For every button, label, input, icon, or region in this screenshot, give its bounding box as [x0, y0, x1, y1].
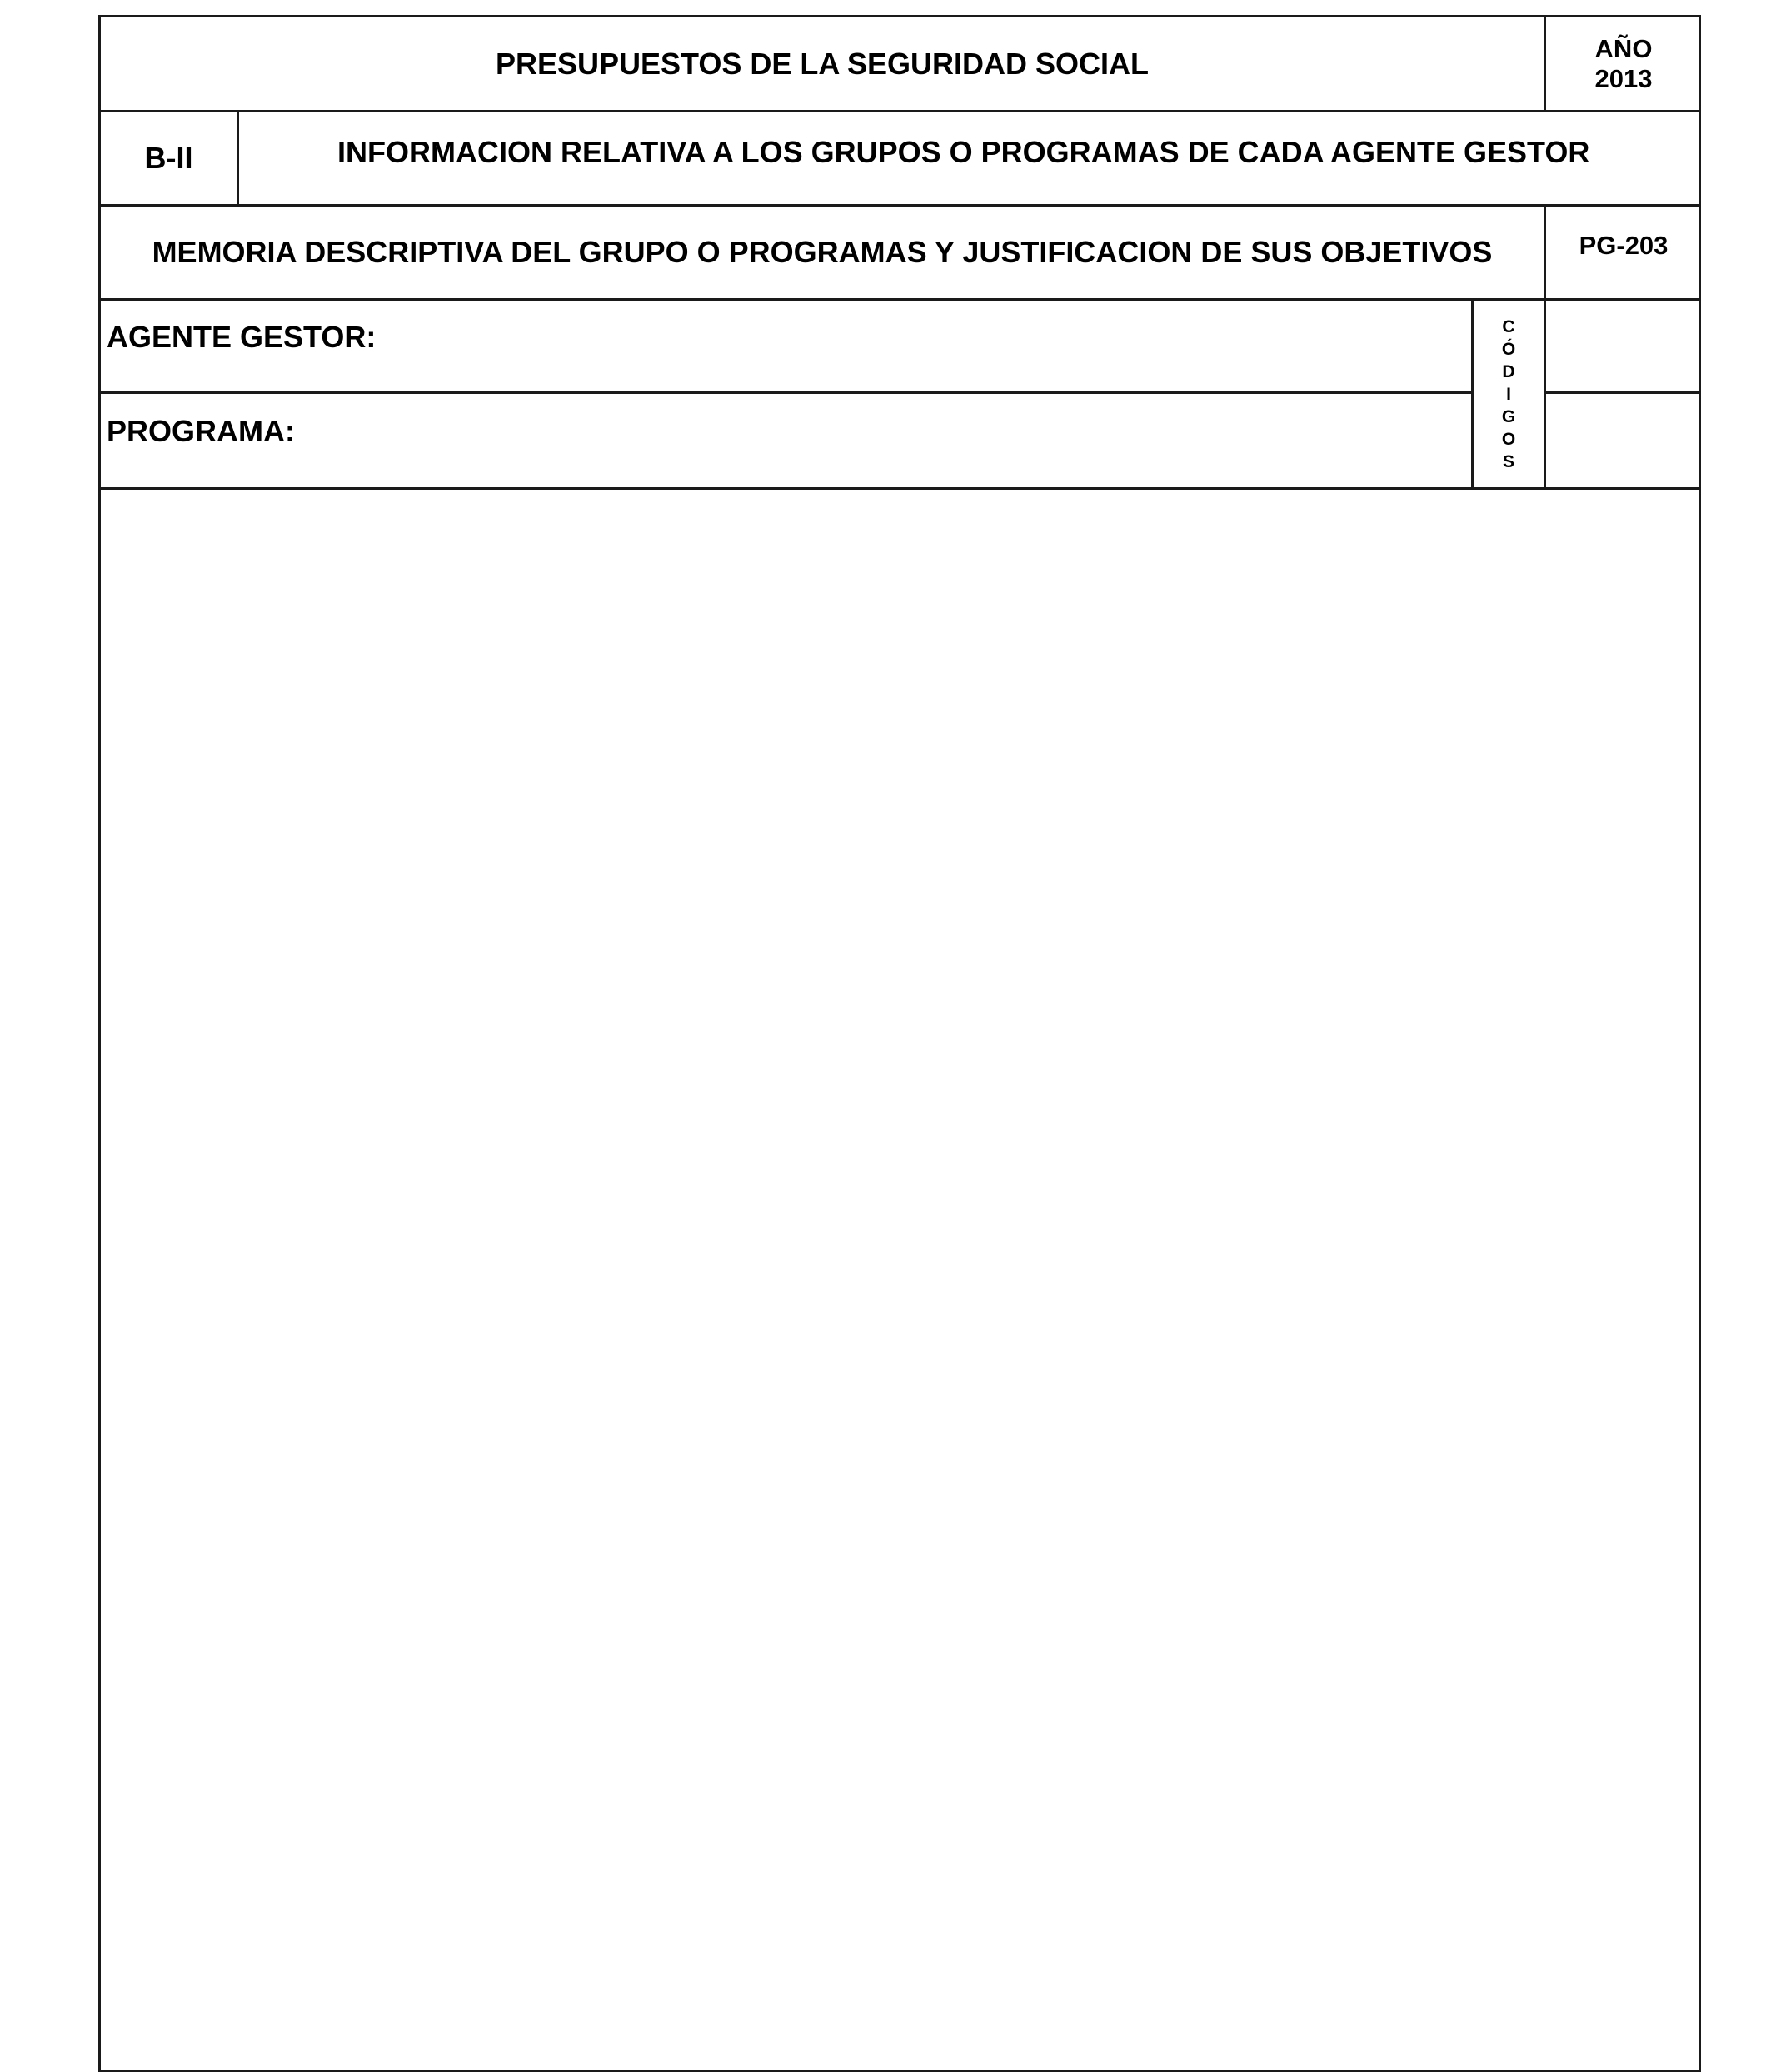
year-label: AÑO: [1594, 34, 1653, 63]
agente-gestor-code[interactable]: [1546, 301, 1701, 391]
row-divider-1: [101, 110, 1701, 112]
codigos-letter: G: [1501, 406, 1516, 426]
memoria-body-area[interactable]: [101, 490, 1701, 2070]
header-divider: [1544, 17, 1546, 110]
codigos-letter: Ó: [1501, 339, 1516, 359]
codigos-letter: O: [1501, 429, 1516, 449]
codigos-letter: C: [1502, 316, 1515, 336]
section-divider: [237, 112, 239, 204]
codigos-vertical-label: [1474, 304, 1544, 484]
programa-label: PROGRAMA:: [107, 414, 295, 448]
section-title: INFORMACION RELATIVA A LOS GRUPOS O PROGRAMAS DE CADA AGENTE GESTOR: [337, 135, 1590, 169]
memoria-title: MEMORIA DESCRIPTIVA DEL GRUPO O PROGRAMAS Y JUSTIFICACION DE SUS OBJETIVOS: [152, 235, 1493, 269]
header-title: PRESUPUESTOS DE LA SEGURIDAD SOCIAL: [495, 46, 1150, 81]
section-code: B-II: [144, 141, 193, 175]
codigos-letter: S: [1502, 451, 1514, 471]
field-divider-left: [101, 391, 1471, 394]
codigos-letter: I: [1506, 384, 1511, 404]
year-value: 2013: [1594, 64, 1653, 93]
budget-form: [98, 15, 1701, 2072]
row-divider-3: [101, 298, 1701, 301]
form-code: PG-203: [1579, 231, 1669, 260]
codigos-letter: D: [1502, 361, 1515, 381]
programa-code[interactable]: [1546, 394, 1701, 487]
agente-gestor-label: AGENTE GESTOR:: [107, 320, 377, 354]
